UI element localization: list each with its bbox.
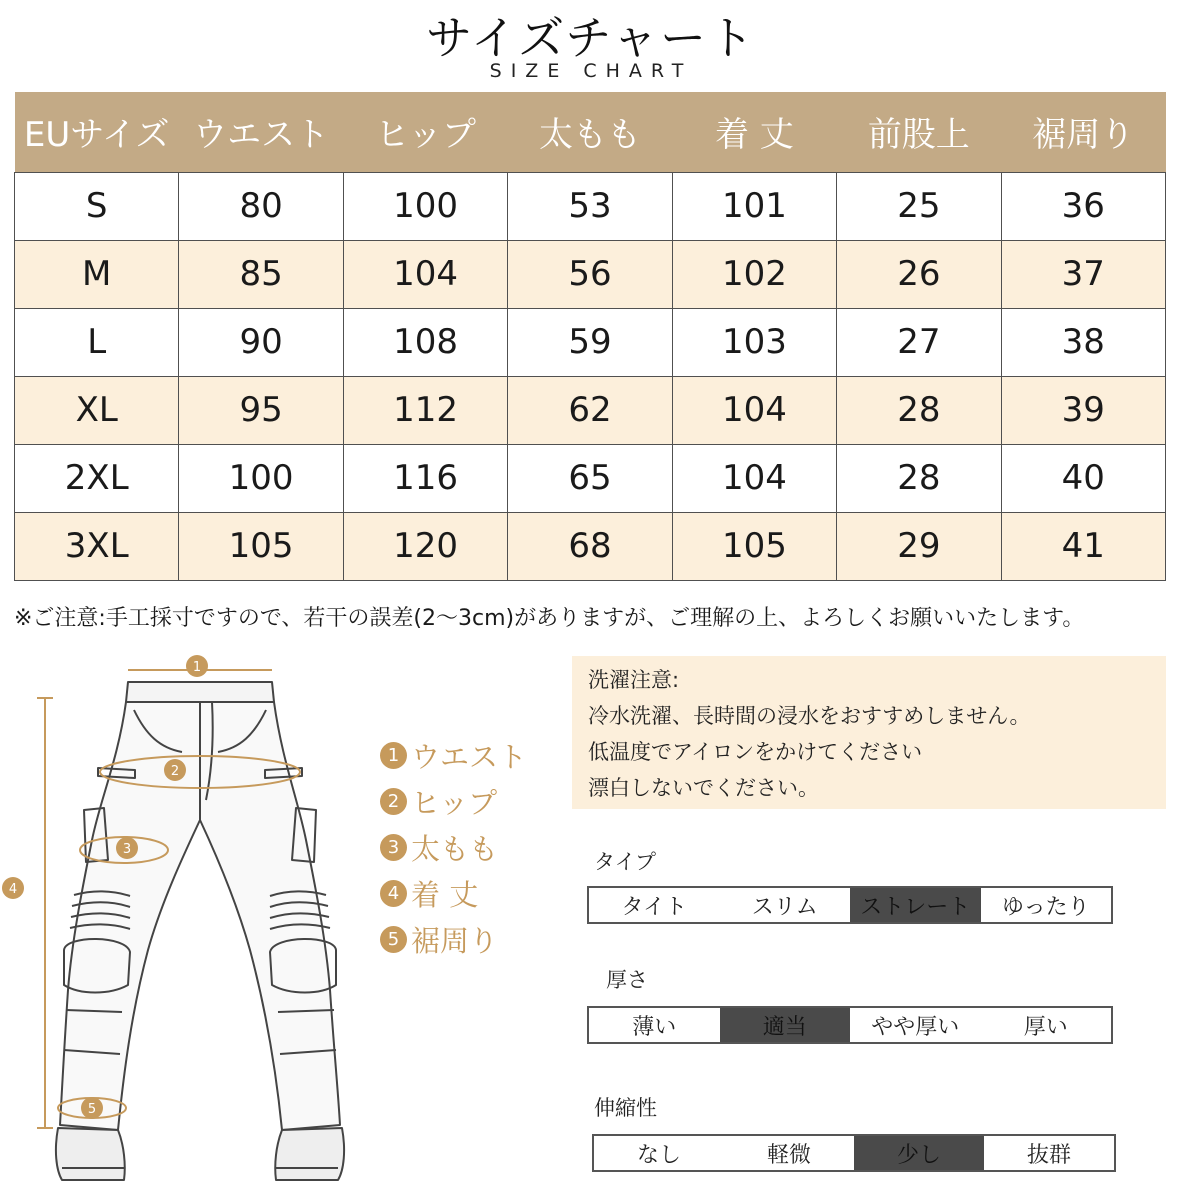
page-title: サイズチャート (425, 11, 757, 65)
table-cell: 101 (672, 172, 836, 240)
table-row (15, 444, 1166, 512)
marker-length: 4 (8, 882, 18, 897)
table-cell: 25 (837, 172, 1001, 240)
legend-number-badge: 5 (380, 926, 407, 953)
table-cell: M (15, 240, 179, 308)
table-cell: 62 (508, 376, 672, 444)
legend-label: ウエスト (411, 739, 528, 774)
thickness-option-selected: 適当 (720, 1008, 851, 1042)
table-row (15, 172, 1166, 240)
table-cell: 120 (343, 512, 507, 580)
legend-label: 太もも (411, 831, 499, 866)
type-option: スリム (720, 888, 851, 922)
table-cell: S (15, 172, 179, 240)
legend-label: 裾周り (411, 923, 499, 958)
table-row (15, 376, 1166, 444)
table-row (15, 512, 1166, 580)
table-header-cell: 太もも (508, 92, 672, 172)
table-cell: 100 (179, 444, 343, 512)
stretch-option-selected: 少し (854, 1136, 984, 1170)
legend-label: ヒップ (411, 785, 498, 820)
table-cell: 95 (179, 376, 343, 444)
marker-hem: 5 (87, 1102, 97, 1117)
marker-waist: 1 (192, 660, 202, 675)
table-cell: 39 (1001, 376, 1165, 444)
table-cell: 85 (179, 240, 343, 308)
legend-item (380, 732, 527, 778)
table-cell: 27 (837, 308, 1001, 376)
measurement-note: ※ご注意:手工採寸ですので、若干の誤差(2〜3cm)がありますが、ご理解の上、よろしくお願いいたします。 (14, 606, 1085, 631)
legend-item (380, 778, 527, 824)
table-cell: 102 (672, 240, 836, 308)
stretch-scale-label: 伸縮性 (594, 1096, 657, 1120)
table-header-cell: 裾周り (1001, 92, 1165, 172)
table-cell: 56 (508, 240, 672, 308)
thickness-option: 厚い (981, 1008, 1112, 1042)
table-row (15, 308, 1166, 376)
table-cell: 108 (343, 308, 507, 376)
thickness-option: 薄い (589, 1008, 720, 1042)
table-cell: 37 (1001, 240, 1165, 308)
legend-number-badge: 2 (380, 788, 407, 815)
table-header-cell: 着 丈 (672, 92, 836, 172)
table-header-cell: ヒップ (343, 92, 507, 172)
page-subtitle: SIZE CHART (489, 60, 693, 82)
table-cell: L (15, 308, 179, 376)
table-cell: 53 (508, 172, 672, 240)
table-cell: 41 (1001, 512, 1165, 580)
table-cell: 105 (179, 512, 343, 580)
table-cell: 26 (837, 240, 1001, 308)
washing-notice-title: 洗濯注意: (588, 668, 680, 692)
legend-label: 着 丈 (411, 877, 479, 912)
table-header-cell: EUサイズ (15, 92, 179, 172)
table-cell: 103 (672, 308, 836, 376)
stretch-option: なし (594, 1136, 724, 1170)
stretch-option: 軽微 (724, 1136, 854, 1170)
table-cell: 28 (837, 444, 1001, 512)
thickness-scale (587, 1006, 1113, 1044)
thickness-scale-label: 厚さ (606, 968, 648, 992)
table-header-cell: 前股上 (837, 92, 1001, 172)
table-cell: 59 (508, 308, 672, 376)
table-cell: 112 (343, 376, 507, 444)
legend-item (380, 870, 527, 916)
legend-number-badge: 3 (380, 834, 407, 861)
table-cell: 65 (508, 444, 672, 512)
type-scale-label: タイプ (594, 850, 656, 874)
table-cell: 104 (672, 444, 836, 512)
table-cell: 104 (343, 240, 507, 308)
table-cell: 28 (837, 376, 1001, 444)
legend-number-badge: 4 (380, 880, 407, 907)
table-cell: 100 (343, 172, 507, 240)
legend-number-badge: 1 (380, 742, 407, 769)
table-cell: 80 (179, 172, 343, 240)
table-cell: 2XL (15, 444, 179, 512)
legend-item (380, 824, 527, 870)
type-option: タイト (589, 888, 720, 922)
thickness-option: やや厚い (850, 1008, 981, 1042)
pants-diagram-icon (0, 650, 380, 1200)
table-cell: 38 (1001, 308, 1165, 376)
stretch-scale (592, 1134, 1116, 1172)
table-cell: 29 (837, 512, 1001, 580)
measurement-legend (380, 732, 527, 962)
washing-notice-line: 漂白しないでください。 (588, 776, 819, 800)
table-cell: 3XL (15, 512, 179, 580)
marker-thigh: 3 (122, 842, 132, 857)
type-scale (587, 886, 1113, 924)
table-cell: XL (15, 376, 179, 444)
type-option: ゆったり (981, 888, 1112, 922)
washing-notice-line: 冷水洗濯、長時間の浸水をおすすめしません。 (588, 704, 1031, 728)
washing-notice-line: 低温度でアイロンをかけてください (588, 740, 923, 764)
table-cell: 68 (508, 512, 672, 580)
table-cell: 36 (1001, 172, 1165, 240)
table-header-cell: ウエスト (179, 92, 343, 172)
table-cell: 104 (672, 376, 836, 444)
marker-hip: 2 (170, 764, 180, 779)
table-cell: 40 (1001, 444, 1165, 512)
size-table (14, 92, 1166, 581)
washing-notice (572, 656, 1166, 809)
table-cell: 105 (672, 512, 836, 580)
legend-item (380, 916, 527, 962)
table-cell: 90 (179, 308, 343, 376)
stretch-option: 抜群 (984, 1136, 1114, 1170)
table-cell: 116 (343, 444, 507, 512)
type-option-selected: ストレート (850, 888, 981, 922)
table-row (15, 240, 1166, 308)
table-header-row (15, 92, 1166, 172)
